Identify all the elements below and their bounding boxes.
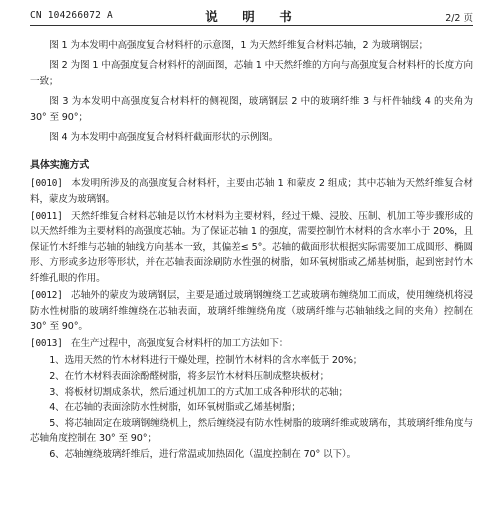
paragraph-text: 天然纤维复合材料芯轴是以竹木材料为主要材料，经过干燥、浸胶、压制、机加工等步骤形成的以天然纤维为主要材料的高强度芯轴。为了保证芯轴 1 的强度，需要控制竹木材料的含水率小于 20%，且保证竹木纤维与芯轴的轴线方向基本一致，其偏差≤ 5°。芯轴的截面形状根据实际需要加工成圆形、椭圆形、方形或多边形等形状，并在芯轴表面涂刷防水性强的树脂，如环氧树脂或乙烯基树脂，起到密封竹木纤维孔眼的作用。 <box>30 210 473 284</box>
paragraph-tag: [0011] <box>30 210 63 222</box>
figure-description-3: 图 3 为本发明中高强度复合材料杆的侧视图，玻璃钢层 2 中的玻璃纤维 3 与杆件轴线 4 的夹角为 30° 至 90°； <box>30 95 473 123</box>
paragraph-tag: [0013] <box>30 338 63 350</box>
page-number: 2/2 页 <box>445 13 473 24</box>
paragraph-text: 本发明所涉及的高强度复合材料杆，主要由芯轴 1 和蒙皮 2 组成；其中芯轴为天然纤维复合材料，蒙皮为玻璃钢。 <box>30 177 473 205</box>
paragraph-tag: [0010] <box>30 177 63 189</box>
page-header <box>30 7 473 25</box>
process-step-4: 4、在芯轴的表面涂防水性树脂，如环氧树脂或乙烯基树脂； <box>49 402 301 414</box>
paragraph-text: 芯轴外的蒙皮为玻璃钢层，主要是通过玻璃钢缠绕工艺或玻璃布缠绕加工而成，使用缠绕机将浸防水性树脂的玻璃纤维缠绕在芯轴表面，玻璃纤维缠绕角度（玻璃纤维与芯轴轴线之间的夹角）控制在 30° 至 90°。 <box>30 290 473 333</box>
document-title: 说 明 书 <box>205 9 298 24</box>
paragraph-0010 <box>30 176 473 207</box>
paragraph-0013 <box>30 336 473 352</box>
process-step-1: 1、选用天然的竹木材料进行干燥处理，控制竹木材料的含水率低于 20%； <box>49 355 363 367</box>
paragraph-text: 在生产过程中，高强度复合材料杆的加工方法如下： <box>71 338 289 350</box>
paragraph-0011 <box>30 209 473 287</box>
process-step-3: 3、将板材切割成条状，然后通过机加工的方式加工成各种形状的芯轴； <box>49 386 348 398</box>
section-title: 具体实施方式 <box>30 160 90 172</box>
figure-description-1: 图 1 为本发明中高强度复合材料杆的示意图，1 为天然纤维复合材料芯轴，2 为玻璃钢层； <box>49 40 429 51</box>
paragraph-0012 <box>30 288 473 335</box>
process-step-2: 2、在竹木材料表面涂酚醛树脂，将多层竹木材料压制成整块板材； <box>49 371 330 383</box>
document-body <box>30 38 473 463</box>
process-step-5: 5、将芯轴固定在玻璃钢缠绕机上，然后缠绕浸有防水性树脂的玻璃纤维或玻璃布，其玻璃纤维角度与芯轴角度控制在 30° 至 90°； <box>30 417 473 445</box>
process-step-6: 6、芯轴缠绕玻璃纤维后，进行常温或加热固化（温度控制在 70° 以下）。 <box>49 449 357 461</box>
figure-description-2: 图 2 为图 1 中高强度复合材料杆的剖面图，芯轴 1 中天然纤维的方向与高强度复合材料杆的长度方向一致； <box>30 60 473 87</box>
figure-description-4: 图 4 为本发明中高强度复合材料杆截面形状的示例图。 <box>49 131 279 143</box>
header-rule <box>30 25 473 26</box>
paragraph-tag: [0012] <box>30 290 63 302</box>
patent-number: CN 104266072 A <box>30 10 113 21</box>
